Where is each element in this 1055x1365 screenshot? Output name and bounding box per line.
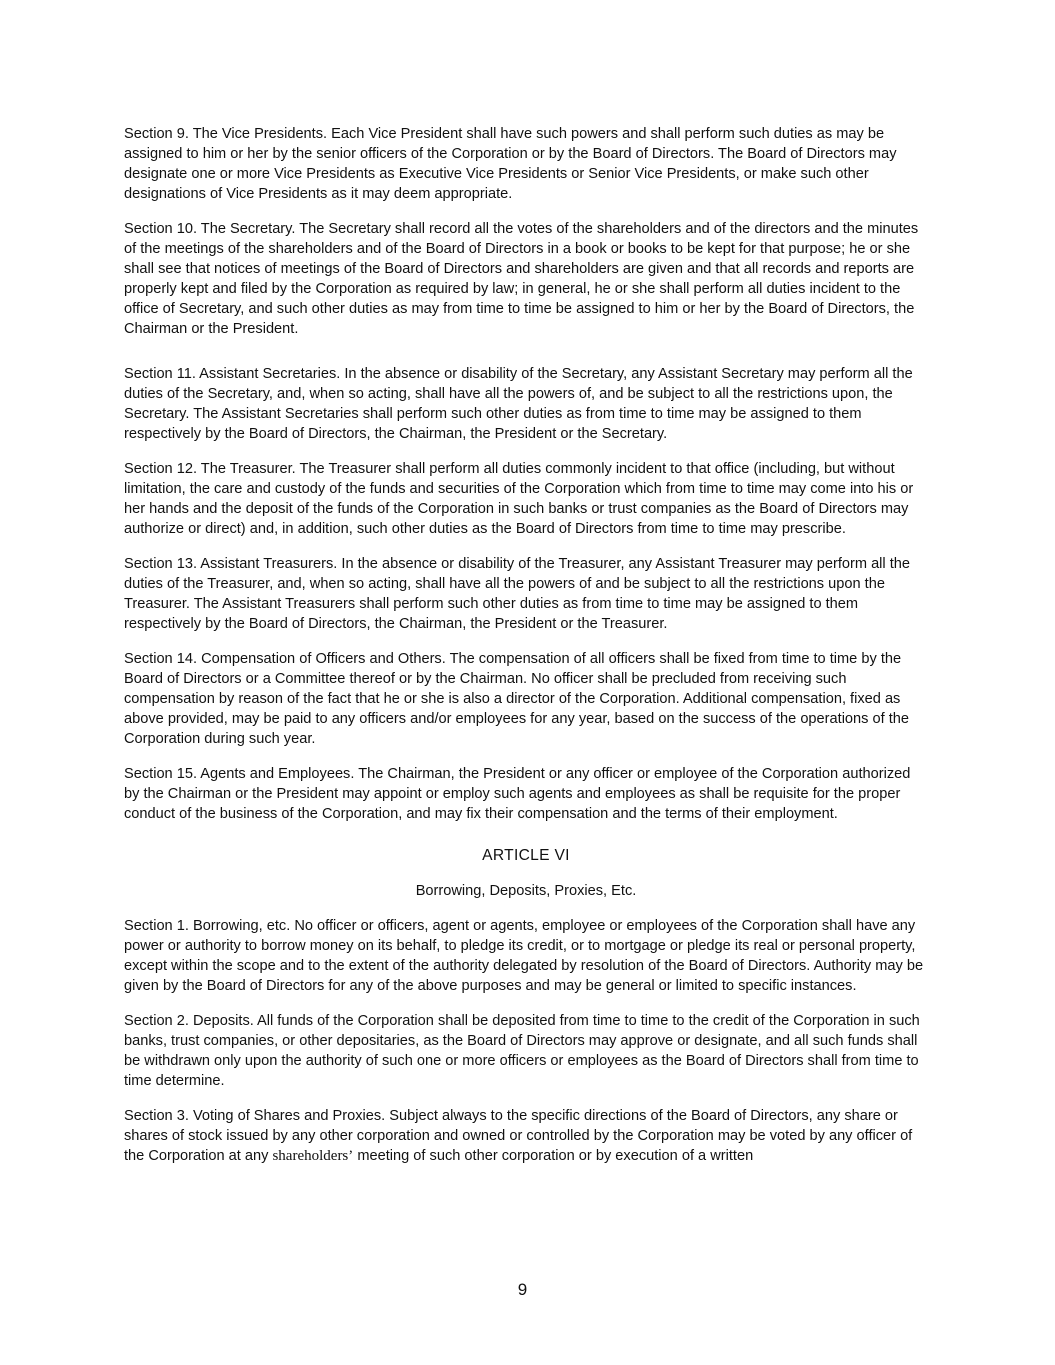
section-12-paragraph: Section 12. The Treasurer. The Treasurer shall perform all duties commonly incident to that office (including, but without limitation, the care and custody of the funds and securities of the Corporation which from time to time may come into his or her hands and the deposit of the funds of the Corporation in such banks or trust companies as the Board of Directors may authorize or direct) and, in addition, such other duties as the Board of Directors from time to time may prescribe. bbox=[124, 461, 914, 537]
article-6-section-1-paragraph: Section 1. Borrowing, etc. No officer or officers, agent or agents, employee or employees of the Corporation shall have any power or authority to borrow money on its behalf, to pledge its credit, or to mortgage or pledge its real or personal property, except within the scope and to the extent of the authority delegated by resolution of the Board of Directors. Authority may be given by the Board of Directors for any of the above purposes and may be general or limited to specific instances. bbox=[124, 918, 924, 994]
section-13-paragraph: Section 13. Assistant Treasurers. In the absence or disability of the Treasurer, any Assistant Treasurer may perform all the duties of the Treasurer, and, when so acting, shall have all the powers of and be subject to all the restrictions upon the Treasurer. The Assistant Treasurers shall perform such other duties as from time to time may be assigned to them respectively by the Board of Directors, the Chairman, the President or the Treasurer. bbox=[124, 556, 911, 632]
article-heading: ARTICLE VI bbox=[482, 847, 570, 864]
article-subheading: Borrowing, Deposits, Proxies, Etc. bbox=[415, 883, 637, 899]
article-6-section-2-paragraph: Section 2. Deposits. All funds of the Corporation shall be deposited from time to time to the credit of the Corporation in such banks, trust companies, or other depositaries, as the Board of Directors may approve or designate, and all such funds shall be withdrawn only upon the authority of such one or more officers or employees as the Board of Directors shall from time to time determine. bbox=[124, 1013, 920, 1089]
section-10-paragraph: Section 10. The Secretary. The Secretary shall record all the votes of the shareholders and of the directors and the minutes of the meetings of the shareholders and of the Board of Directors in a book or books to be kept for that purpose; he or she shall see that notices of meetings of the Board of Directors and shareholders are given and that all records and reports are properly kept and filed by the Corporation as required by law; in general, he or she shall perform all duties incident to the office of Secretary, and such other duties as may from time to time be assigned to him or her by the Board of Directors, the Chairman or the President. bbox=[124, 221, 919, 337]
section-14-paragraph: Section 14. Compensation of Officers and Others. The compensation of all officers shall be fixed from time to time by the Board of Directors or a Committee thereof or by the Chairman. No officer shall be precluded from receiving such compensation by reason of the fact that he or she is also a director of the Corporation. Additional compensation, fixed as above provided, may be paid to any officers and/or employees for any year, based on the success of the operations of the Corporation during such year. bbox=[124, 651, 910, 747]
section-3-text-start: Section 3. Voting of Shares and Proxies. Subject always to the specific directions of the Board of Directors, any share or shares of stock issued by any other corporation and owned or controlled by the Corporation may be voted by any officer of the Corporation at any bbox=[124, 1108, 913, 1164]
section-9-paragraph: Section 9. The Vice Presidents. Each Vice President shall have such powers and shall perform such duties as may be assigned to him or her by the senior officers of the Corporation or by the Board of Directors. The Board of Directors may designate one or more Vice Presidents as Executive Vice Presidents or Senior Vice Presidents, or make such other designations of Vice Presidents as it may deem appropriate. bbox=[124, 126, 897, 202]
page-number: 9 bbox=[517, 1280, 528, 1299]
section-3-text-end: meeting of such other corporation or by execution of a written bbox=[353, 1148, 754, 1164]
article-6-section-3-paragraph bbox=[124, 1106, 928, 1166]
section-15-paragraph: Section 15. Agents and Employees. The Chairman, the President or any officer or employee of the Corporation authorized by the Chairman or the President may appoint or employ such agents and employees as shall be requisite for the proper conduct of the business of the Corporation, and may fix their compensation and the terms of their employment. bbox=[124, 766, 911, 822]
document-page bbox=[124, 124, 928, 1166]
section-3-serif-word: shareholders’ bbox=[272, 1148, 354, 1164]
section-11-paragraph: Section 11. Assistant Secretaries. In the absence or disability of the Secretary, any Assistant Secretary may perform all the duties of the Secretary, and, when so acting, shall have all the powers of, and be subject to all the restrictions upon, the Secretary. The Assistant Secretaries shall perform such other duties as from time to time may be assigned to them respectively by the Board of Directors, the Chairman, the President or the Secretary. bbox=[124, 366, 913, 442]
